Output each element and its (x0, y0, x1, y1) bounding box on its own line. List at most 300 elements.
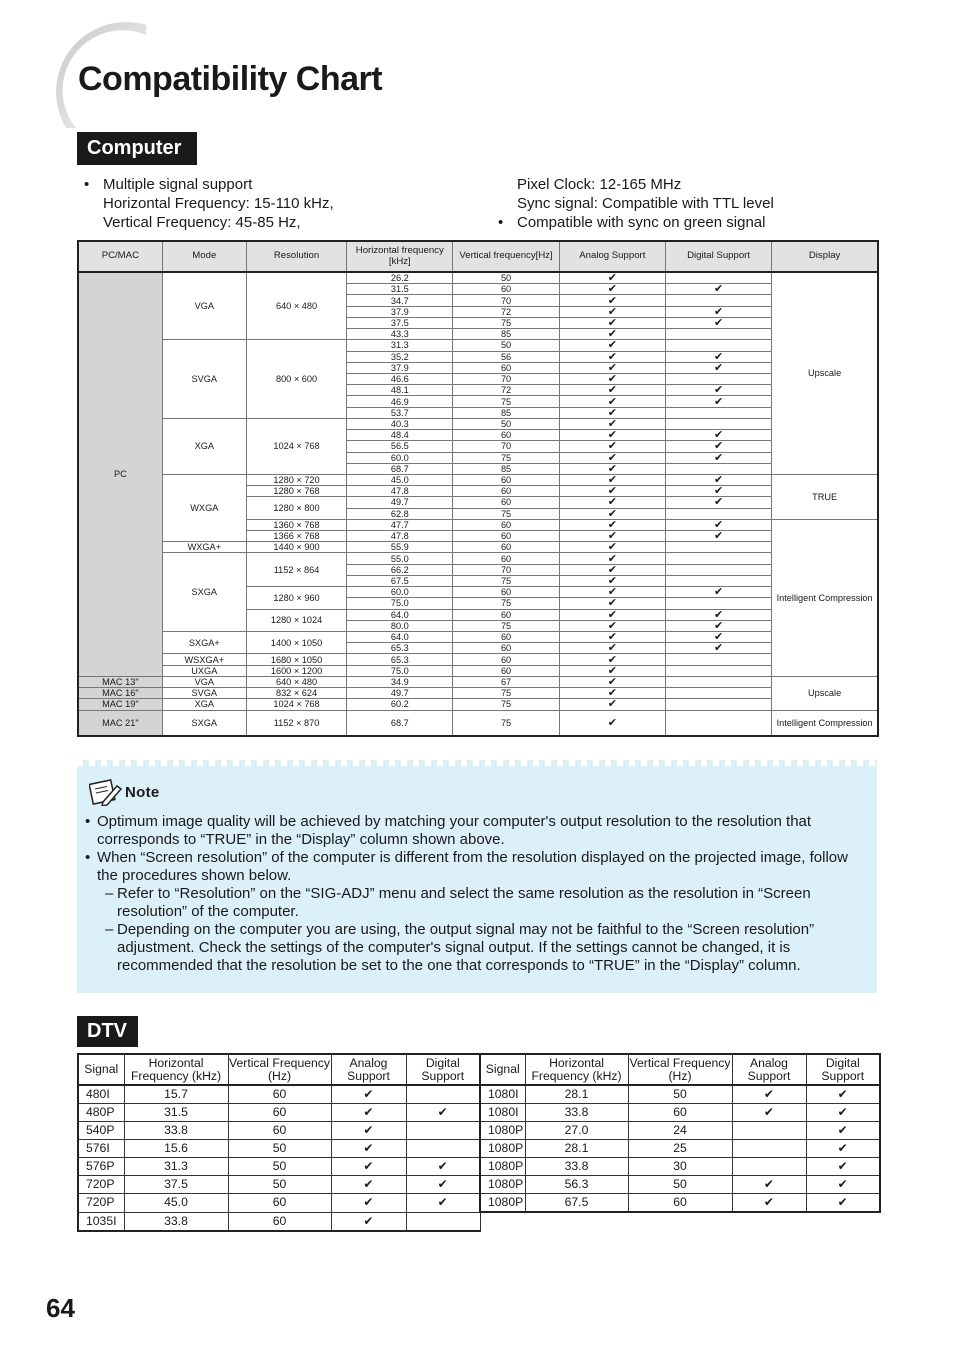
checkmark-icon: ✔ (437, 1195, 448, 1210)
vertical-frequency-cell: 60 (228, 1122, 331, 1140)
horizontal-frequency-cell: 31.3 (124, 1158, 228, 1176)
checkmark-icon: ✔ (837, 1141, 848, 1155)
resolution-cell: 1280 × 1024 (246, 609, 346, 631)
checkmark-icon: ✔ (607, 485, 617, 497)
checkmark-icon: ✔ (607, 306, 617, 318)
vertical-frequency-cell: 50 (228, 1140, 331, 1158)
table-row (78, 1194, 880, 1213)
digital-support-cell (665, 272, 771, 284)
horizontal-frequency-cell: 53.7 (347, 407, 453, 418)
analog-support-cell (331, 1158, 406, 1176)
group-cell: MAC 19" (78, 699, 162, 710)
table-row (78, 699, 878, 710)
signal-cell: 720P (78, 1194, 124, 1213)
note-body: • Optimum image quality will be achieved by matching your computer's output resolution to the resolution that corresponds to “TRUE” in the “Display” column shown above. • When “Screen resolution” of the computer is different from the resolution displayed on the projected image, follow the procedures shown below. – Refer to “Resolution” on the “SIG-ADJ” menu and select the same resolution as the resolution in “Screen resolution” of the computer. – Depending on the computer you are using, the output signal may not be faithful to the “Screen resolution” adjustment. Check the settings of the computer's signal output. If the settings cannot be changed, it is recommended that the resolution be set to the one that corresponds to “TRUE” in the “Display” column. (85, 813, 871, 975)
horizontal-frequency-cell: 37.9 (347, 306, 453, 317)
dtv-header-analog: Analog Support (732, 1054, 806, 1085)
resolution-cell: 1366 × 768 (246, 531, 346, 542)
checkmark-icon: ✔ (837, 1123, 848, 1137)
checkmark-icon: ✔ (607, 407, 617, 419)
horizontal-frequency-cell: 48.1 (347, 385, 453, 396)
vertical-frequency-cell: 50 (628, 1085, 732, 1104)
horizontal-frequency-cell: 56.3 (525, 1176, 628, 1194)
analog-support-cell (732, 1122, 806, 1140)
vertical-frequency-cell: 60 (453, 284, 559, 295)
checkmark-icon: ✔ (713, 519, 724, 531)
checkmark-icon: ✔ (607, 362, 617, 374)
dtv-header-signal: Signal (78, 1054, 124, 1085)
horizontal-frequency-cell: 65.3 (347, 643, 453, 654)
checkmark-icon: ✔ (607, 519, 617, 531)
horizontal-frequency-cell: 15.6 (124, 1140, 228, 1158)
digital-support-cell (665, 351, 771, 362)
digital-support-cell (406, 1194, 480, 1213)
checkmark-icon: ✔ (763, 1105, 775, 1119)
resolution-cell: 1600 × 1200 (246, 665, 346, 676)
horizontal-frequency-cell: 37.9 (347, 362, 453, 373)
pc-compatibility-table (77, 240, 879, 737)
horizontal-frequency-cell: 64.0 (347, 609, 453, 620)
checkmark-icon: ✔ (607, 463, 617, 475)
analog-support-cell (559, 643, 665, 654)
analog-support-cell (732, 1140, 806, 1158)
vertical-frequency-cell: 72 (453, 306, 559, 317)
digital-support-cell (665, 654, 771, 665)
digital-support-cell (665, 508, 771, 519)
vertical-frequency-cell: 60 (453, 531, 559, 542)
vertical-frequency-cell: 75 (453, 699, 559, 710)
resolution-cell: 1152 × 864 (246, 553, 346, 587)
page-number: 64 (46, 1293, 75, 1323)
digital-support-cell (665, 407, 771, 418)
display-cell: Intelligent Compression (772, 710, 878, 736)
analog-support-cell (559, 497, 665, 508)
table-row (78, 688, 878, 699)
dtv-header-digital: Digital Support (406, 1054, 480, 1085)
checkmark-icon: ✔ (607, 351, 617, 363)
digital-support-cell (665, 385, 771, 396)
resolution-cell: 1152 × 870 (246, 710, 346, 736)
digital-support-cell (665, 710, 771, 736)
analog-support-cell (559, 295, 665, 306)
checkmark-icon: ✔ (837, 1159, 848, 1173)
table-row (78, 1122, 880, 1140)
vertical-frequency-cell: 50 (228, 1176, 331, 1194)
horizontal-frequency-cell: 49.7 (347, 497, 453, 508)
analog-support-cell (559, 362, 665, 373)
digital-support-cell (406, 1212, 480, 1231)
digital-support-cell (665, 452, 771, 463)
resolution-cell: 640 × 480 (246, 676, 346, 687)
vertical-frequency-cell: 60 (453, 497, 559, 508)
checkmark-icon: ✔ (607, 339, 617, 352)
analog-support-cell (559, 587, 665, 598)
display-cell: TRUE (772, 474, 878, 519)
signal-cell: 480P (78, 1104, 124, 1122)
checkmark-icon: ✔ (363, 1087, 374, 1101)
vertical-frequency-cell: 60 (453, 542, 559, 553)
mode-cell: XGA (162, 699, 246, 710)
checkmark-icon: ✔ (713, 620, 724, 632)
horizontal-frequency-cell: 60.0 (347, 587, 453, 598)
digital-support-cell (665, 317, 771, 328)
checkmark-icon: ✔ (607, 395, 617, 408)
horizontal-frequency-cell: 46.9 (347, 396, 453, 407)
section-heading-dtv: DTV (77, 1016, 138, 1047)
mode-cell: WXGA (162, 474, 246, 541)
analog-support-cell (559, 688, 665, 699)
horizontal-frequency-cell: 67.5 (525, 1194, 628, 1213)
horizontal-frequency-cell: 28.1 (525, 1085, 628, 1104)
horizontal-frequency-cell: 75.0 (347, 598, 453, 609)
vertical-frequency-cell: 25 (628, 1140, 732, 1158)
digital-support-cell (665, 329, 771, 340)
analog-support-cell (331, 1140, 406, 1158)
horizontal-frequency-cell: 64.0 (347, 632, 453, 643)
digital-support-cell (665, 575, 771, 586)
resolution-cell: 1400 × 1050 (246, 632, 346, 654)
checkmark-icon: ✔ (713, 283, 724, 295)
checkmark-icon: ✔ (763, 1087, 775, 1101)
vertical-frequency-cell: 75 (453, 598, 559, 609)
digital-support-cell (665, 676, 771, 687)
checkmark-icon: ✔ (607, 440, 617, 452)
digital-support-cell (665, 486, 771, 497)
group-cell: MAC 16" (78, 688, 162, 699)
analog-support-cell (559, 385, 665, 396)
horizontal-frequency-cell: 47.8 (347, 531, 453, 542)
vertical-frequency-cell: 56 (453, 351, 559, 362)
note-box (77, 760, 877, 993)
horizontal-frequency-cell: 31.3 (347, 340, 453, 351)
vertical-frequency-cell: 60 (228, 1212, 331, 1231)
analog-support-cell (559, 351, 665, 362)
analog-support-cell (559, 486, 665, 497)
checkmark-icon: ✔ (607, 384, 617, 396)
digital-support-cell (665, 643, 771, 654)
checkmark-icon: ✔ (713, 317, 724, 329)
checkmark-icon: ✔ (607, 716, 617, 729)
digital-support-cell (665, 620, 771, 631)
vertical-frequency-cell: 30 (628, 1158, 732, 1176)
analog-support-cell (559, 699, 665, 710)
horizontal-frequency-cell: 28.1 (525, 1140, 628, 1158)
digital-support-cell (665, 396, 771, 407)
digital-support-cell (665, 295, 771, 306)
checkmark-icon: ✔ (607, 586, 617, 598)
intro-line: Horizontal Frequency: 15-110 kHz, (103, 195, 334, 212)
resolution-cell: 800 × 600 (246, 340, 346, 419)
analog-support-cell (559, 474, 665, 485)
digital-support-cell (406, 1140, 480, 1158)
digital-support-cell (665, 564, 771, 575)
analog-support-cell (559, 373, 665, 384)
vertical-frequency-cell: 60 (453, 587, 559, 598)
intro-line: Pixel Clock: 12-165 MHz (517, 176, 682, 193)
computer-intro-left: • Multiple signal support Horizontal Frequency: 15-110 kHz, Vertical Frequency: 45-85 Hz, (84, 175, 504, 232)
dtv-header-horizontal: Horizontal Frequency (kHz) (525, 1054, 628, 1085)
analog-support-cell (559, 463, 665, 474)
signal-cell: 1080P (480, 1122, 525, 1140)
table-row (78, 654, 878, 665)
analog-support-cell (559, 329, 665, 340)
checkmark-icon: ✔ (437, 1105, 448, 1119)
horizontal-frequency-cell: 15.7 (124, 1085, 228, 1104)
checkmark-icon: ✔ (713, 586, 724, 598)
checkmark-icon: ✔ (363, 1105, 374, 1119)
mode-cell: VGA (162, 676, 246, 687)
checkmark-icon: ✔ (713, 530, 724, 542)
horizontal-frequency-cell: 45.0 (347, 474, 453, 485)
vertical-frequency-cell: 75 (453, 508, 559, 519)
empty-cell (480, 1212, 880, 1231)
signal-cell: 480I (78, 1085, 124, 1104)
vertical-frequency-cell: 75 (453, 575, 559, 586)
analog-support-cell (559, 396, 665, 407)
digital-support-cell (806, 1176, 880, 1194)
checkmark-icon: ✔ (607, 653, 617, 666)
table-row (78, 272, 878, 284)
digital-support-cell (665, 542, 771, 553)
pencil-note-icon (89, 778, 123, 806)
group-cell: PC (78, 272, 162, 676)
signal-cell: 1080P (480, 1176, 525, 1194)
table-row (78, 542, 878, 553)
vertical-frequency-cell: 50 (453, 272, 559, 284)
table-row (78, 1104, 880, 1122)
horizontal-frequency-cell: 33.8 (124, 1212, 228, 1231)
resolution-cell: 1440 × 900 (246, 542, 346, 553)
horizontal-frequency-cell: 33.8 (525, 1158, 628, 1176)
checkmark-icon: ✔ (607, 676, 617, 688)
horizontal-frequency-cell: 35.2 (347, 351, 453, 362)
digital-support-cell (665, 474, 771, 485)
checkmark-icon: ✔ (713, 609, 724, 621)
resolution-cell: 640 × 480 (246, 272, 346, 340)
horizontal-frequency-cell: 46.6 (347, 373, 453, 384)
resolution-cell: 1280 × 800 (246, 497, 346, 519)
analog-support-cell (559, 452, 665, 463)
analog-support-cell (559, 284, 665, 295)
checkmark-icon: ✔ (713, 395, 724, 408)
checkmark-icon: ✔ (607, 597, 617, 610)
digital-support-cell (665, 463, 771, 474)
signal-cell: 1080I (480, 1085, 525, 1104)
vertical-frequency-cell: 50 (453, 418, 559, 429)
table-row (78, 1158, 880, 1176)
checkmark-icon: ✔ (607, 272, 617, 284)
checkmark-icon: ✔ (607, 698, 617, 711)
vertical-frequency-cell: 60 (628, 1194, 732, 1213)
vertical-frequency-cell: 60 (453, 553, 559, 564)
resolution-cell: 1280 × 768 (246, 486, 346, 497)
analog-support-cell (732, 1085, 806, 1104)
page-title: Compatibility Chart (78, 60, 383, 98)
section-heading-computer: Computer (77, 132, 197, 165)
signal-cell: 1080P (480, 1140, 525, 1158)
intro-line: Sync signal: Compatible with TTL level (517, 195, 774, 212)
checkmark-icon: ✔ (363, 1159, 374, 1173)
checkmark-icon: ✔ (713, 440, 724, 452)
checkmark-icon: ✔ (713, 631, 724, 643)
mode-cell: SVGA (162, 340, 246, 419)
horizontal-frequency-cell: 62.8 (347, 508, 453, 519)
checkmark-icon: ✔ (837, 1195, 848, 1209)
vertical-frequency-cell: 75 (453, 317, 559, 328)
vertical-frequency-cell: 70 (453, 441, 559, 452)
checkmark-icon: ✔ (607, 620, 617, 632)
vertical-frequency-cell: 60 (628, 1104, 732, 1122)
digital-support-cell (665, 418, 771, 429)
horizontal-frequency-cell: 75.0 (347, 665, 453, 676)
horizontal-frequency-cell: 68.7 (347, 710, 453, 736)
checkmark-icon: ✔ (363, 1195, 374, 1210)
horizontal-frequency-cell: 66.2 (347, 564, 453, 575)
vertical-frequency-cell: 67 (453, 676, 559, 687)
digital-support-cell (665, 340, 771, 351)
digital-support-cell (665, 598, 771, 609)
vertical-frequency-cell: 60 (453, 654, 559, 665)
checkmark-icon: ✔ (607, 530, 617, 542)
mode-cell: SXGA (162, 710, 246, 736)
mode-cell: XGA (162, 418, 246, 474)
vertical-frequency-cell: 50 (628, 1176, 732, 1194)
analog-support-cell (559, 531, 665, 542)
checkmark-icon: ✔ (607, 496, 617, 509)
vertical-frequency-cell: 60 (453, 643, 559, 654)
checkmark-icon: ✔ (607, 642, 617, 654)
table-row (78, 1140, 880, 1158)
digital-support-cell (665, 632, 771, 643)
dtv-header-vertical: Vertical Frequency (Hz) (628, 1054, 732, 1085)
note-dashed-border (77, 760, 877, 766)
horizontal-frequency-cell: 47.8 (347, 486, 453, 497)
horizontal-frequency-cell: 37.5 (124, 1176, 228, 1194)
col-header-pc-mac: PC/MAC (78, 241, 162, 272)
col-header-display: Display (772, 241, 878, 272)
analog-support-cell (732, 1176, 806, 1194)
checkmark-icon: ✔ (363, 1213, 374, 1228)
digital-support-cell (806, 1194, 880, 1213)
digital-support-cell (665, 553, 771, 564)
vertical-frequency-cell: 60 (228, 1104, 331, 1122)
checkmark-icon: ✔ (713, 452, 724, 464)
vertical-frequency-cell: 24 (628, 1122, 732, 1140)
checkmark-icon: ✔ (713, 362, 724, 374)
digital-support-cell (406, 1176, 480, 1194)
horizontal-frequency-cell: 48.4 (347, 430, 453, 441)
intro-line: Multiple signal support (103, 176, 253, 193)
digital-support-cell (806, 1140, 880, 1158)
digital-support-cell (406, 1122, 480, 1140)
vertical-frequency-cell: 70 (453, 373, 559, 384)
checkmark-icon: ✔ (837, 1177, 848, 1191)
digital-support-cell (406, 1085, 480, 1104)
vertical-frequency-cell: 60 (228, 1085, 331, 1104)
analog-support-cell (559, 632, 665, 643)
checkmark-icon: ✔ (363, 1141, 374, 1155)
horizontal-frequency-cell: 33.8 (124, 1122, 228, 1140)
vertical-frequency-cell: 75 (453, 620, 559, 631)
digital-support-cell (665, 699, 771, 710)
group-cell: MAC 13" (78, 676, 162, 687)
analog-support-cell (559, 340, 665, 351)
digital-support-cell (665, 688, 771, 699)
checkmark-icon: ✔ (607, 564, 617, 576)
digital-support-cell (665, 665, 771, 676)
note-dash-2: Depending on the computer you are using, the output signal may not be faithful to the “Screen resolution” adjustment. Check the settings of the computer's signal output. If the settings cannot be changed, it is recommended that the resolution be set to the one that corresponds to “TRUE” in the “Display” column. (117, 921, 815, 974)
checkmark-icon: ✔ (607, 665, 617, 677)
signal-cell: 1080I (480, 1104, 525, 1122)
dtv-header-signal: Signal (480, 1054, 525, 1085)
checkmark-icon: ✔ (763, 1177, 775, 1191)
horizontal-frequency-cell: 55.0 (347, 553, 453, 564)
checkmark-icon: ✔ (713, 485, 724, 497)
checkmark-icon: ✔ (437, 1159, 448, 1173)
analog-support-cell (559, 418, 665, 429)
checkmark-icon: ✔ (607, 552, 617, 565)
note-label: Note (125, 783, 160, 801)
vertical-frequency-cell: 72 (453, 385, 559, 396)
analog-support-cell (331, 1176, 406, 1194)
digital-support-cell (806, 1104, 880, 1122)
table-row (78, 340, 878, 351)
mode-cell: WSXGA+ (162, 654, 246, 665)
vertical-frequency-cell: 70 (453, 295, 559, 306)
digital-support-cell (806, 1122, 880, 1140)
analog-support-cell (559, 553, 665, 564)
table-row (78, 676, 878, 687)
horizontal-frequency-cell: 33.8 (525, 1104, 628, 1122)
vertical-frequency-cell: 50 (453, 340, 559, 351)
digital-support-cell (665, 430, 771, 441)
horizontal-frequency-cell: 60.0 (347, 452, 453, 463)
dtv-header-vertical: Vertical Frequency (Hz) (228, 1054, 331, 1085)
signal-cell: 540P (78, 1122, 124, 1140)
digital-support-cell (806, 1158, 880, 1176)
checkmark-icon: ✔ (607, 283, 617, 295)
checkmark-icon: ✔ (607, 317, 617, 329)
col-header-resolution: Resolution (246, 241, 346, 272)
horizontal-frequency-cell: 31.5 (124, 1104, 228, 1122)
horizontal-frequency-cell: 60.2 (347, 699, 453, 710)
digital-support-cell (665, 441, 771, 452)
checkmark-icon: ✔ (437, 1177, 448, 1191)
resolution-cell: 1024 × 768 (246, 699, 346, 710)
col-header-analog-support: Analog Support (559, 241, 665, 272)
checkmark-icon: ✔ (837, 1105, 848, 1119)
digital-support-cell (665, 497, 771, 508)
resolution-cell: 1680 × 1050 (246, 654, 346, 665)
checkmark-icon: ✔ (607, 294, 617, 307)
digital-support-cell (665, 284, 771, 295)
vertical-frequency-cell: 60 (453, 632, 559, 643)
checkmark-icon: ✔ (713, 306, 724, 318)
table-row (78, 418, 878, 429)
col-header-mode: Mode (162, 241, 246, 272)
digital-support-cell (406, 1104, 480, 1122)
checkmark-icon: ✔ (837, 1087, 848, 1101)
dtv-header-analog: Analog Support (331, 1054, 406, 1085)
horizontal-frequency-cell: 40.3 (347, 418, 453, 429)
analog-support-cell (559, 441, 665, 452)
col-header-horizontal-frequency: Horizontal frequency [kHz] (347, 241, 453, 272)
horizontal-frequency-cell: 65.3 (347, 654, 453, 665)
vertical-frequency-cell: 60 (453, 665, 559, 676)
horizontal-frequency-cell: 45.0 (124, 1194, 228, 1213)
checkmark-icon: ✔ (607, 575, 617, 587)
analog-support-cell (331, 1085, 406, 1104)
